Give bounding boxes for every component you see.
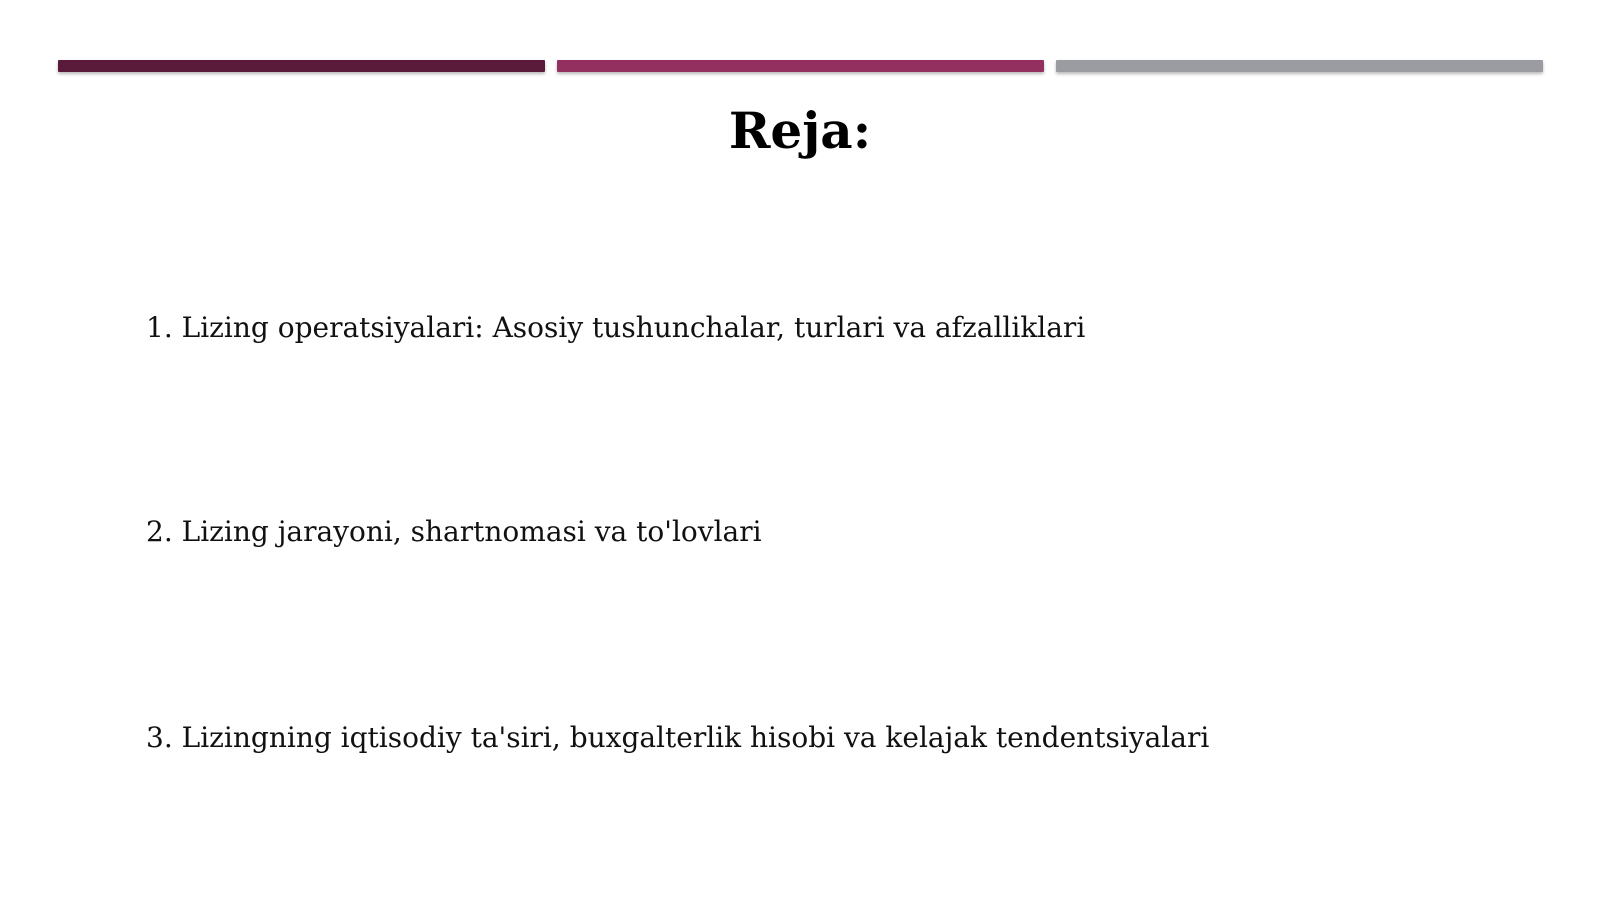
accent-bar-magenta — [557, 60, 1044, 72]
plan-item: 3. Lizingning iqtisodiy ta'siri, buxgalterlik hisobi va kelajak tendentsiyalari — [146, 721, 1210, 754]
plan-item: 1. Lizing operatsiyalari: Asosiy tushunchalar, turlari va afzalliklari — [146, 311, 1086, 344]
plan-item: 2. Lizing jarayoni, shartnomasi va to'lovlari — [146, 515, 762, 548]
accent-bar-gray — [1056, 60, 1543, 72]
accent-bar-dark-plum — [58, 60, 545, 72]
slide-title: Reja: — [728, 101, 872, 160]
